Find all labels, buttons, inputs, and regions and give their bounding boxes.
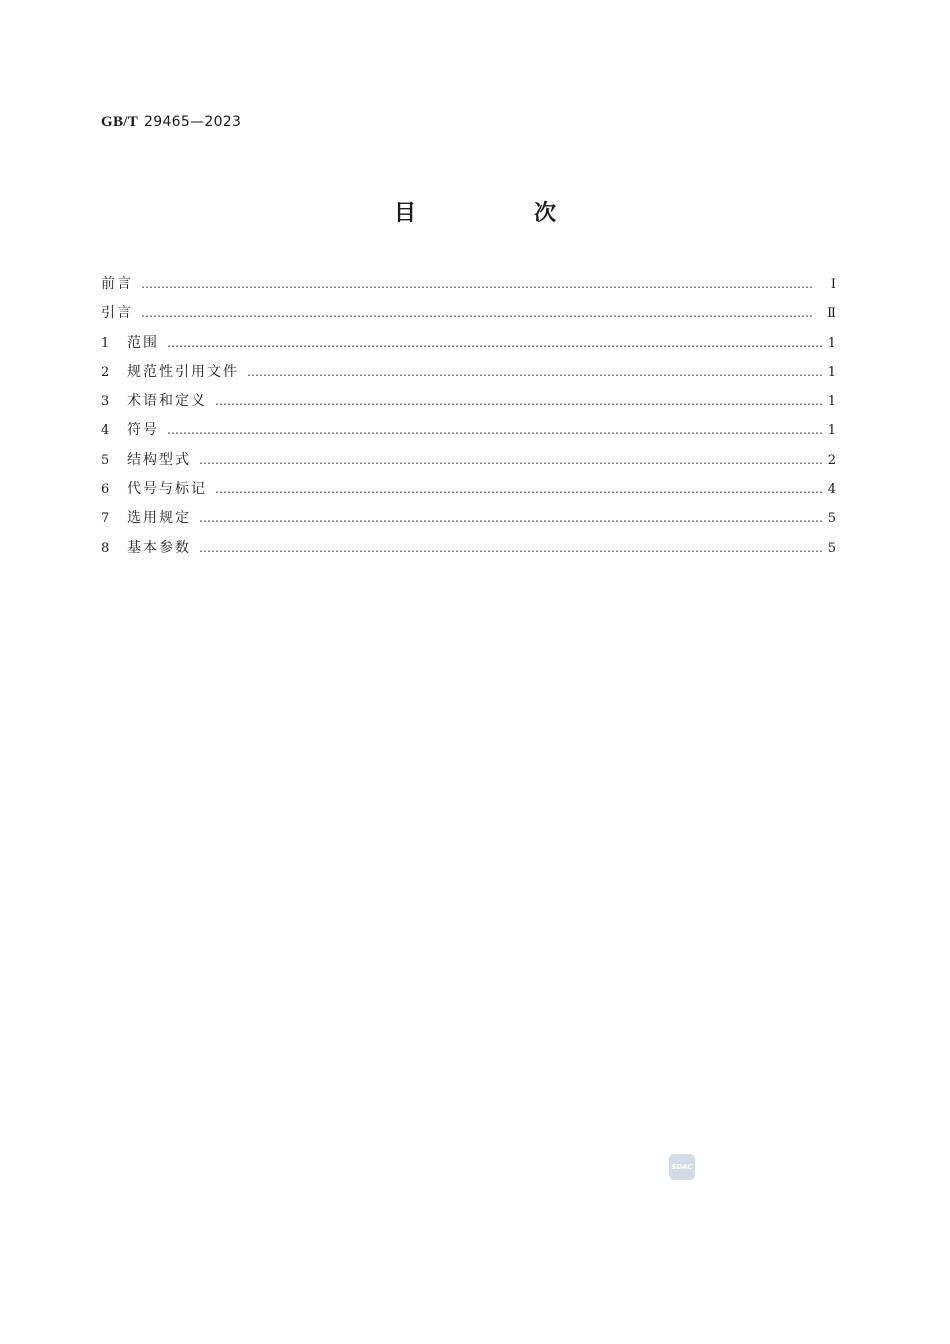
toc-entry-label: 代号与标记 bbox=[127, 481, 207, 498]
toc-entry[interactable] bbox=[101, 416, 836, 445]
toc-entry-page: 2 bbox=[827, 452, 836, 468]
toc-entry-number: 5 bbox=[101, 452, 110, 468]
toc-entry-label: 结构型式 bbox=[127, 451, 191, 468]
toc-entry-page: Ⅱ bbox=[827, 306, 836, 322]
toc-entry[interactable] bbox=[101, 475, 836, 504]
toc-leader-dots bbox=[141, 270, 825, 299]
toc-entry-label: 范围 bbox=[127, 334, 159, 351]
toc-entry[interactable] bbox=[101, 534, 836, 563]
toc-leader-dots bbox=[199, 446, 822, 475]
toc-leader-dots bbox=[199, 504, 822, 533]
toc-title: 目 次 bbox=[393, 201, 604, 226]
toc-entry[interactable] bbox=[101, 504, 836, 533]
toc-entry-page: Ⅰ bbox=[830, 277, 836, 292]
watermark-text: SDAC bbox=[671, 1163, 693, 1171]
toc-entry-label: 基本参数 bbox=[127, 539, 191, 556]
standard-code bbox=[101, 114, 241, 131]
toc-leader-dots bbox=[199, 534, 822, 563]
toc-entry-number: 7 bbox=[101, 511, 110, 527]
toc-entry-number: 2 bbox=[101, 364, 110, 380]
toc-entry[interactable] bbox=[101, 299, 836, 328]
toc-entry-label: 符号 bbox=[127, 422, 159, 439]
toc-entry-page: 5 bbox=[827, 511, 836, 527]
toc-leader-dots bbox=[247, 358, 822, 387]
toc-entry-page: 1 bbox=[827, 423, 836, 439]
toc-entry-page: 5 bbox=[827, 540, 836, 556]
toc-entry-page: 1 bbox=[827, 394, 836, 410]
toc-leader-dots bbox=[215, 475, 822, 504]
toc-entry-number: 6 bbox=[101, 482, 110, 498]
toc-list bbox=[101, 270, 836, 563]
toc-entry-label: 选用规定 bbox=[127, 510, 191, 527]
toc-entry-number: 4 bbox=[101, 423, 110, 439]
watermark-logo bbox=[669, 1154, 695, 1180]
toc-entry[interactable] bbox=[101, 446, 836, 475]
toc-entry-page: 1 bbox=[827, 364, 836, 380]
toc-entry[interactable] bbox=[101, 387, 836, 416]
toc-entry-page: 4 bbox=[827, 482, 836, 498]
toc-entry[interactable] bbox=[101, 329, 836, 358]
toc-entry-label: 术语和定义 bbox=[127, 393, 207, 410]
toc-leader-dots bbox=[141, 299, 821, 328]
toc-leader-dots bbox=[167, 416, 822, 445]
toc-entry[interactable] bbox=[101, 270, 836, 299]
toc-entry-number: 3 bbox=[101, 394, 110, 410]
toc-entry-label: 前言 bbox=[101, 276, 133, 292]
toc-leader-dots bbox=[167, 329, 822, 358]
standard-number: 29465—2023 bbox=[144, 114, 242, 130]
toc-entry-label: 引言 bbox=[101, 305, 133, 322]
toc-entry-page: 1 bbox=[827, 335, 836, 351]
toc-leader-dots bbox=[215, 387, 822, 416]
toc-entry-number: 1 bbox=[101, 335, 110, 351]
standard-prefix: GB/T bbox=[101, 114, 139, 130]
toc-entry-label: 规范性引用文件 bbox=[127, 363, 239, 380]
toc-entry[interactable] bbox=[101, 358, 836, 387]
toc-entry-number: 8 bbox=[101, 540, 110, 556]
